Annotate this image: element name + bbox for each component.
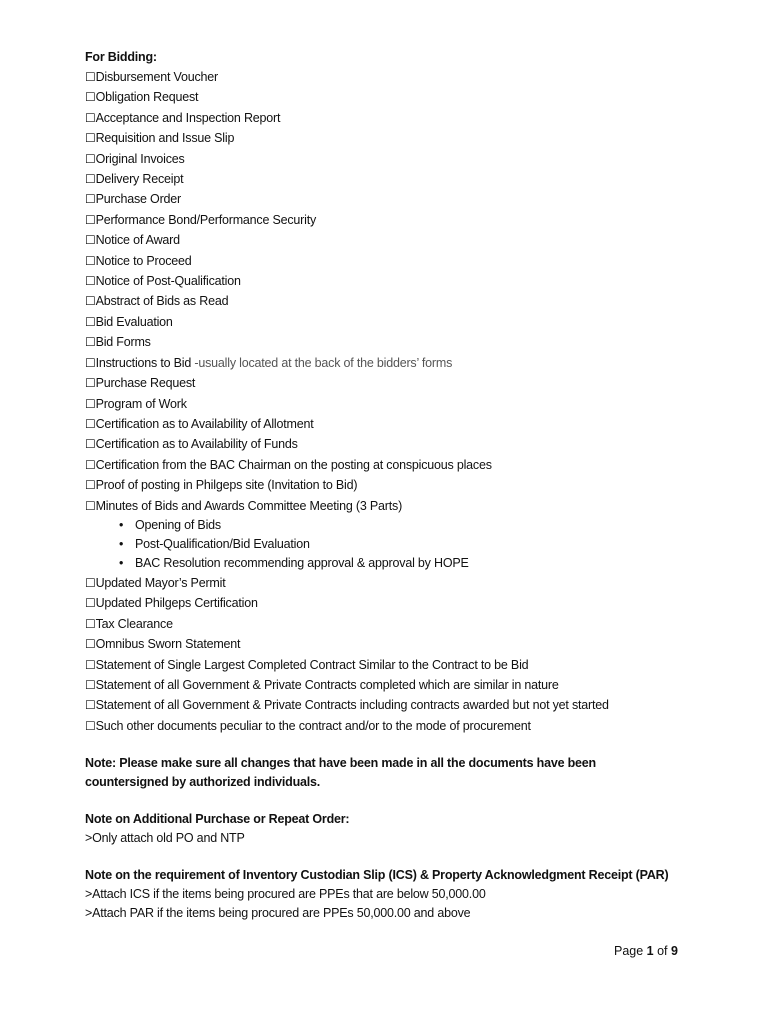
- item-label: Proof of posting in Philgeps site (Invitation to Bid): [95, 478, 358, 493]
- bullet-icon: •: [119, 555, 124, 570]
- checklist-item: [85, 67, 725, 87]
- item-note: -usually located at the back of the bidders’ forms: [194, 355, 453, 370]
- minutes-part-item: [119, 554, 725, 573]
- checkbox-icon[interactable]: ☐: [85, 637, 96, 652]
- note-additional-purchase: [85, 810, 725, 848]
- checklist-item: [85, 675, 725, 695]
- checklist-item: [85, 716, 725, 736]
- item-label: Certification as to Availability of Allotment: [95, 416, 314, 431]
- checklist-item-instructions-to-bid: [85, 353, 725, 373]
- note-line: >Attach PAR if the items being procured are PPEs 50,000.00 and above: [85, 906, 471, 921]
- checklist-item: [85, 475, 725, 495]
- item-label: Updated Mayor’s Permit: [95, 575, 226, 590]
- checklist-item: [85, 496, 725, 516]
- checklist-item: [85, 695, 725, 715]
- checkbox-icon[interactable]: ☐: [85, 596, 96, 611]
- note-title: Note on the requirement of Inventory Custodian Slip (ICS) & Property Acknowledgment Receipt (PAR): [85, 868, 669, 883]
- item-label: Purchase Order: [95, 192, 181, 207]
- checkbox-icon[interactable]: ☐: [85, 355, 96, 370]
- item-label: Acceptance and Inspection Report: [95, 110, 281, 125]
- checkbox-icon[interactable]: ☐: [85, 698, 96, 713]
- item-label: Requisition and Issue Slip: [95, 131, 235, 146]
- checklist-item: [85, 312, 725, 332]
- checkbox-icon[interactable]: ☐: [85, 396, 96, 411]
- checkbox-icon[interactable]: ☐: [85, 274, 96, 289]
- checkbox-icon[interactable]: ☐: [85, 172, 96, 187]
- item-label: Minutes of Bids and Awards Committee Meeting (3 Parts): [95, 498, 403, 513]
- checkbox-icon[interactable]: ☐: [85, 253, 96, 268]
- bullet-icon: •: [119, 517, 124, 532]
- minutes-part-item: [119, 516, 725, 535]
- item-label: Statement of all Government & Private Contracts including contracts awarded but not yet started: [95, 698, 609, 713]
- checklist-item: [85, 414, 725, 434]
- note-line: >Attach ICS if the items being procured are PPEs that are below 50,000.00: [85, 887, 486, 902]
- checkbox-icon[interactable]: ☐: [85, 416, 96, 431]
- note-ics-par: [85, 866, 725, 923]
- checkbox-icon[interactable]: ☐: [85, 498, 96, 513]
- item-label: Delivery Receipt: [95, 172, 184, 187]
- checkbox-icon[interactable]: ☐: [85, 335, 96, 350]
- checklist-item: [85, 149, 725, 169]
- page-number: Page 1 of 9: [614, 944, 678, 958]
- item-label: Updated Philgeps Certification: [95, 596, 258, 611]
- checklist-item: [85, 634, 725, 654]
- bullet-text: BAC Resolution recommending approval & approval by HOPE: [135, 555, 469, 570]
- item-label: Certification from the BAC Chairman on the posting at conspicuous places: [95, 457, 492, 472]
- note-countersign: Note: Please make sure all changes that have been made in all the documents have been countersigned by authorized individuals.: [85, 756, 596, 790]
- item-label: Notice to Proceed: [95, 253, 192, 268]
- checkbox-icon[interactable]: ☐: [85, 233, 96, 248]
- checklist-instructions: [85, 353, 725, 373]
- checklist-item: [85, 614, 725, 634]
- checklist-item: [85, 87, 725, 107]
- checkbox-icon[interactable]: ☐: [85, 192, 96, 207]
- checklist-item: [85, 434, 725, 454]
- checklist-part-3: [85, 573, 725, 736]
- checkbox-icon[interactable]: ☐: [85, 575, 96, 590]
- bullet-icon: •: [119, 536, 124, 551]
- checkbox-icon[interactable]: ☐: [85, 457, 96, 472]
- checklist-item: [85, 332, 725, 352]
- checklist-item: [85, 169, 725, 189]
- checklist-item: [85, 573, 725, 593]
- section-heading: For Bidding:: [85, 50, 157, 64]
- item-label: Instructions to Bid: [95, 355, 195, 370]
- item-label: Certification as to Availability of Funds: [95, 437, 298, 452]
- checklist-item: [85, 593, 725, 613]
- checklist-item: [85, 230, 725, 250]
- minutes-part-item: [119, 535, 725, 554]
- checklist-item: [85, 394, 725, 414]
- checkbox-icon[interactable]: ☐: [85, 718, 96, 733]
- checklist-item: [85, 189, 725, 209]
- checkbox-icon[interactable]: ☐: [85, 478, 96, 493]
- checklist-item: [85, 291, 725, 311]
- item-label: Abstract of Bids as Read: [95, 294, 229, 309]
- item-label: Statement of Single Largest Completed Contract Similar to the Contract to be Bid: [95, 657, 529, 672]
- minutes-parts-list: [85, 516, 725, 573]
- item-label: Statement of all Government & Private Contracts completed which are similar in nature: [95, 677, 559, 692]
- item-label: Notice of Post-Qualification: [95, 274, 241, 289]
- checklist-item: [85, 271, 725, 291]
- checklist-item: [85, 655, 725, 675]
- checkbox-icon[interactable]: ☐: [85, 151, 96, 166]
- checkbox-icon[interactable]: ☐: [85, 376, 96, 391]
- checklist-item: [85, 373, 725, 393]
- item-label: Tax Clearance: [95, 616, 173, 631]
- checkbox-icon[interactable]: ☐: [85, 677, 96, 692]
- checkbox-icon[interactable]: ☐: [85, 110, 96, 125]
- checklist-item: [85, 128, 725, 148]
- item-label: Performance Bond/Performance Security: [95, 212, 317, 227]
- checkbox-icon[interactable]: ☐: [85, 437, 96, 452]
- checklist-item: [85, 210, 725, 230]
- checklist-item: [85, 251, 725, 271]
- checklist-part-1: [85, 67, 725, 353]
- checkbox-icon[interactable]: ☐: [85, 657, 96, 672]
- note-title: Note on Additional Purchase or Repeat Order:: [85, 812, 350, 827]
- item-label: Obligation Request: [95, 90, 199, 105]
- checkbox-icon[interactable]: ☐: [85, 70, 96, 84]
- checkbox-icon[interactable]: ☐: [85, 314, 96, 329]
- item-label: Bid Forms: [95, 335, 151, 350]
- checkbox-icon[interactable]: ☐: [85, 212, 96, 227]
- item-label: Such other documents peculiar to the contract and/or to the mode of procurement: [95, 718, 531, 733]
- item-label: Program of Work: [95, 396, 187, 411]
- bullet-text: Post-Qualification/Bid Evaluation: [135, 536, 310, 551]
- bullet-text: Opening of Bids: [135, 517, 221, 532]
- item-label: Bid Evaluation: [95, 314, 173, 329]
- item-label: Purchase Request: [95, 376, 196, 391]
- item-label: Disbursement Voucher: [95, 70, 219, 84]
- checklist-item: [85, 108, 725, 128]
- item-label: Original Invoices: [95, 151, 185, 166]
- checklist-part-2: [85, 373, 725, 516]
- checklist-item: [85, 455, 725, 475]
- checkbox-icon[interactable]: ☐: [85, 131, 96, 146]
- checkbox-icon[interactable]: ☐: [85, 90, 96, 105]
- checkbox-icon[interactable]: ☐: [85, 616, 96, 631]
- item-label: Notice of Award: [95, 233, 180, 248]
- item-label: Omnibus Sworn Statement: [95, 637, 241, 652]
- page-content: [85, 47, 725, 923]
- note-line: >Only attach old PO and NTP: [85, 831, 245, 846]
- checkbox-icon[interactable]: ☐: [85, 294, 96, 309]
